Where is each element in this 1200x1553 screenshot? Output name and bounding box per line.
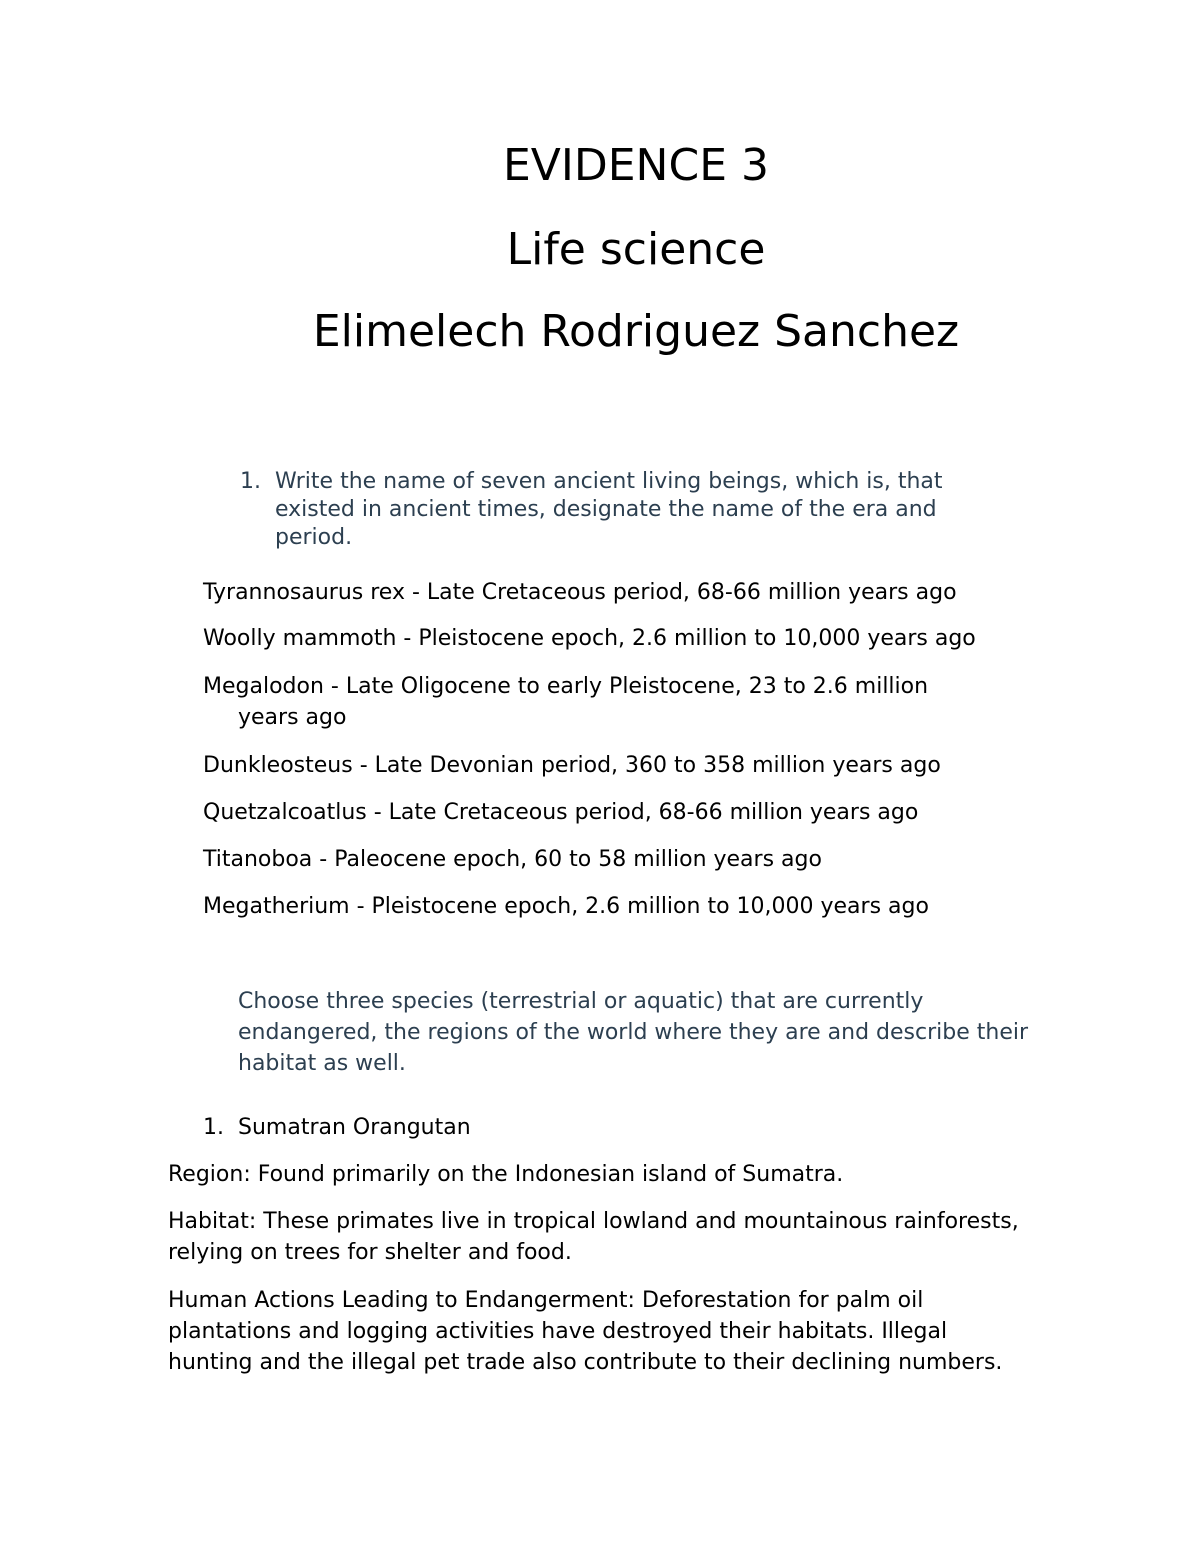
ancient-being-line-continued: years ago xyxy=(238,705,347,730)
species-habitat: Habitat: These primates live in tropical lowland and mountainous rainforests, relying on trees for shelter and food. xyxy=(168,1209,1019,1265)
question-2-text: Choose three species (terrestrial or aquatic) that are currently endangered, the regions of the world where they are and describe their habitat as well. xyxy=(238,989,1029,1076)
ancient-being-line: Megatherium - Pleistocene epoch, 2.6 million to 10,000 years ago xyxy=(203,894,929,919)
ancient-being-line: Woolly mammoth - Pleistocene epoch, 2.6 million to 10,000 years ago xyxy=(203,626,976,651)
ancient-being-item xyxy=(203,750,1063,781)
species-name: Sumatran Orangutan xyxy=(238,1115,471,1140)
species-region: Region: Found primarily on the Indonesian island of Sumatra. xyxy=(168,1162,844,1187)
ancient-being-line: Megalodon - Late Oligocene to early Pleistocene, 23 to 2.6 million xyxy=(203,674,929,699)
ancient-being-item xyxy=(203,671,1063,733)
ancient-being-item xyxy=(203,844,1063,875)
ancient-being-line: Tyrannosaurus rex - Late Cretaceous period, 68-66 million years ago xyxy=(203,580,957,605)
ancient-being-item xyxy=(203,891,1063,922)
ancient-being-line: Dunkleosteus - Late Devonian period, 360 to 358 million years ago xyxy=(203,753,941,778)
ancient-being-item xyxy=(203,623,1063,654)
author-name: Elimelech Rodriguez Sanchez xyxy=(312,306,960,357)
ancient-being-item xyxy=(203,797,1063,828)
ancient-being-item xyxy=(203,577,1063,608)
species-number: 1. xyxy=(203,1115,224,1140)
subject-heading: Life science xyxy=(506,224,766,275)
question-1-text: Write the name of seven ancient living beings, which is, that existed in ancient times, designate the name of the era and period. xyxy=(275,469,943,550)
ancient-being-line: Titanoboa - Paleocene epoch, 60 to 58 million years ago xyxy=(203,847,822,872)
species-human-actions: Human Actions Leading to Endangerment: Deforestation for palm oil plantations and logging activities have destroyed their habitats. Illegal hunting and the illegal pet trade also contribute to their declining numbers. xyxy=(168,1288,1003,1375)
question-1-number: 1. xyxy=(240,469,261,494)
ancient-being-line: Quetzalcoatlus - Late Cretaceous period, 68-66 million years ago xyxy=(203,800,919,825)
document-title: EVIDENCE 3 xyxy=(503,140,769,191)
